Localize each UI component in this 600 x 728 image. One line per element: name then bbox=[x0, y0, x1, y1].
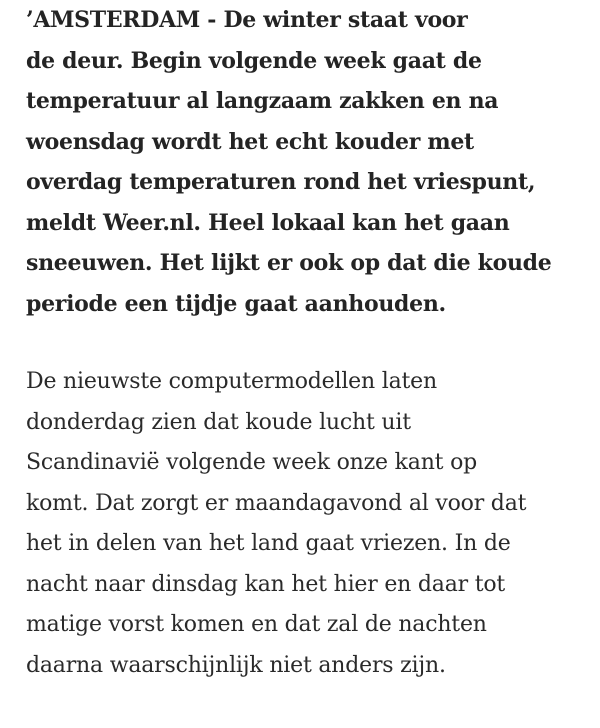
body-line: matige vorst komen en dat zal de nachten bbox=[26, 612, 487, 637]
body-line: het in delen van het land gaat vriezen. In de bbox=[26, 531, 511, 556]
article-body-paragraph bbox=[26, 362, 526, 686]
body-line: De nieuwste computermodellen laten bbox=[26, 369, 437, 394]
body-line: Scandinavië volgende week onze kant op bbox=[26, 450, 478, 475]
lead-line: ’AMSTERDAM - De winter staat voor bbox=[26, 7, 468, 33]
lead-line: overdag temperaturen rond het vriespunt, bbox=[26, 169, 536, 195]
body-line: donderdag zien dat koude lucht uit bbox=[26, 409, 411, 435]
article-lead-paragraph bbox=[26, 0, 592, 324]
lead-line: de deur. Begin volgende week gaat de bbox=[26, 47, 482, 74]
lead-line: periode een tijdje gaat aanhouden. bbox=[26, 290, 446, 317]
body-line: nacht naar dinsdag kan het hier en daar tot bbox=[26, 571, 506, 597]
lead-line: temperatuur al langzaam zakken en na bbox=[26, 88, 499, 114]
article bbox=[26, 0, 592, 678]
lead-line: sneeuwen. Het lijkt er ook op dat die koude bbox=[26, 250, 552, 276]
body-line: daarna waarschijnlijk niet anders zijn. bbox=[26, 652, 446, 678]
lead-line: meldt Weer.nl. Heel lokaal kan het gaan bbox=[26, 209, 510, 236]
body-line: komt. Dat zorgt er maandagavond al voor dat bbox=[26, 490, 527, 516]
lead-line: woensdag wordt het echt kouder met bbox=[26, 128, 474, 155]
